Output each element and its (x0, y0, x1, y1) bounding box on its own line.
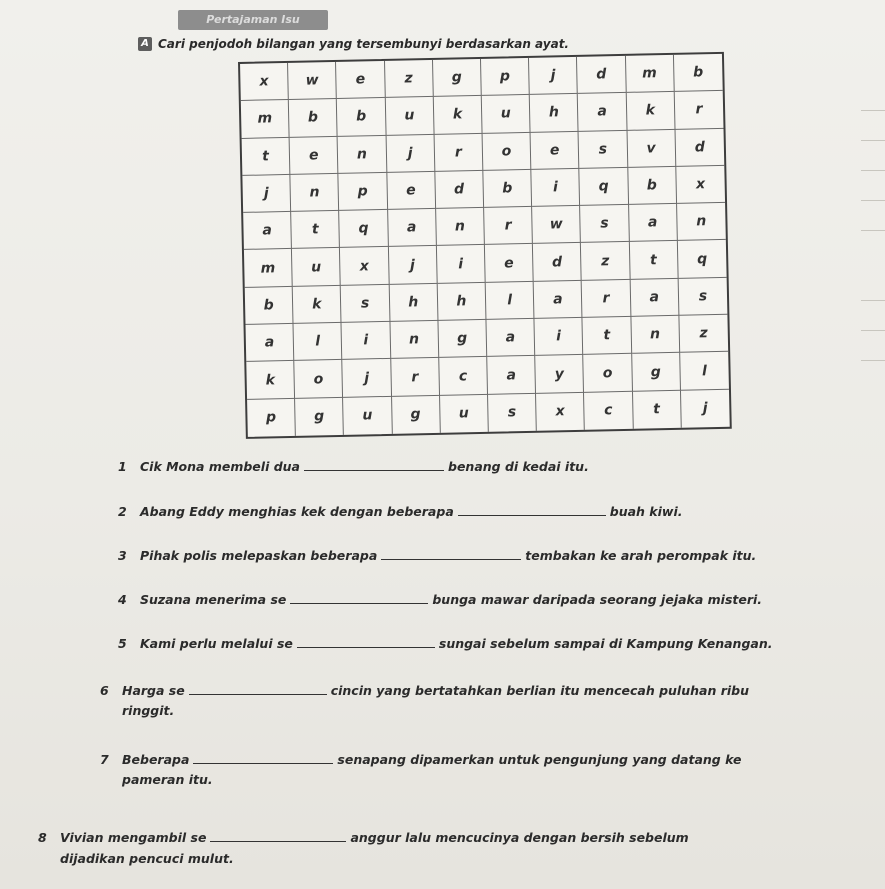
grid-cell[interactable]: q (340, 210, 389, 248)
answer-blank-1[interactable] (304, 459, 444, 471)
grid-cell[interactable]: u (343, 397, 392, 435)
grid-cell[interactable]: j (242, 175, 291, 213)
word-search-grid (238, 52, 732, 439)
grid-cell[interactable]: s (580, 205, 629, 243)
question-6-continuation: ringgit. (122, 703, 175, 718)
grid-cell[interactable]: o (294, 360, 343, 398)
grid-cell[interactable]: g (632, 353, 681, 391)
grid-cell[interactable]: a (630, 279, 679, 317)
grid-cell[interactable]: x (536, 393, 585, 431)
grid-cell[interactable]: b (245, 287, 294, 325)
grid-cell[interactable]: u (385, 97, 434, 135)
instruction-text: Cari penjodoh bilangan yang tersembunyi berdasarkan ayat. (158, 37, 569, 51)
grid-cell[interactable]: n (390, 321, 439, 359)
answer-blank-5[interactable] (297, 636, 435, 648)
grid-cell[interactable]: s (579, 130, 628, 168)
grid-cell[interactable]: q (678, 240, 727, 278)
question-8-continuation: dijadikan pencuci mulut. (60, 851, 234, 866)
grid-cell[interactable]: l (680, 352, 729, 390)
grid-cell[interactable]: h (437, 283, 486, 321)
grid-cell[interactable]: p (339, 173, 388, 211)
grid-cell[interactable]: e (387, 172, 436, 210)
notebook-edge (855, 0, 885, 889)
grid-cell[interactable]: m (626, 55, 675, 93)
grid-cell[interactable]: d (533, 243, 582, 281)
grid-cell[interactable]: b (483, 170, 532, 208)
grid-cell[interactable]: j (386, 134, 435, 172)
grid-cell[interactable]: j (702, 400, 708, 417)
grid-cell[interactable]: r (391, 358, 440, 396)
grid-cell[interactable]: n (291, 174, 340, 212)
grid-cell[interactable]: j (343, 359, 392, 397)
grid-cell[interactable]: r (434, 133, 483, 171)
grid-cell[interactable]: z (679, 315, 728, 353)
grid-cell[interactable]: z (385, 60, 434, 98)
question-1: 1 Cik Mona membeli dua benang di kedai itu. (118, 459, 589, 474)
grid-cell[interactable]: w (532, 206, 581, 244)
grid-cell[interactable]: k (626, 92, 675, 130)
grid-cell[interactable]: s (678, 278, 727, 316)
grid-cell[interactable]: v (627, 129, 676, 167)
grid-cell[interactable]: b (337, 98, 386, 136)
grid-cell[interactable]: n (631, 316, 680, 354)
grid-cell[interactable]: y (535, 355, 584, 393)
question-5: 5 Kami perlu melalui se sungai sebelum sampai di Kampung Kenangan. (118, 636, 773, 651)
question-2: 2 Abang Eddy menghias kek dengan beberapa buah kiwi. (118, 504, 683, 519)
grid-cell[interactable]: b (628, 167, 677, 205)
grid-cell[interactable]: g (438, 320, 487, 358)
grid-cell[interactable]: j (529, 57, 578, 95)
grid-cell[interactable]: e (531, 131, 580, 169)
answer-blank-7[interactable] (193, 752, 333, 764)
grid-cell[interactable]: p (481, 58, 530, 96)
question-7: 7 Beberapa senapang dipamerkan untuk pengunjung yang datang ke (100, 752, 742, 767)
answer-blank-4[interactable] (290, 592, 428, 604)
grid-cell[interactable]: n (436, 208, 485, 246)
grid-cell[interactable]: i (535, 318, 584, 356)
question-7-continuation: pameran itu. (122, 772, 213, 787)
grid-cell[interactable]: c (584, 391, 633, 429)
answer-blank-6[interactable] (189, 683, 327, 695)
grid-cell[interactable]: h (389, 284, 438, 322)
grid-cell[interactable]: u (440, 395, 489, 433)
grid-cell[interactable]: u (482, 95, 531, 133)
grid-cell[interactable]: m (244, 249, 293, 287)
grid-cell[interactable]: o (584, 354, 633, 392)
grid-cell[interactable]: d (435, 171, 484, 209)
grid-cell[interactable]: a (246, 324, 295, 362)
grid-cell[interactable]: a (578, 93, 627, 131)
grid-cell[interactable]: r (675, 91, 724, 129)
grid-cell[interactable]: g (433, 59, 482, 97)
grid-cell[interactable]: a (534, 281, 583, 319)
grid-cell[interactable]: n (677, 203, 726, 241)
grid-cell[interactable]: c (439, 357, 488, 395)
grid-cell[interactable]: n (338, 136, 387, 174)
grid-cell[interactable]: t (583, 317, 632, 355)
instruction (138, 37, 569, 51)
grid-cell[interactable]: x (240, 63, 289, 101)
grid-cell[interactable]: x (676, 166, 725, 204)
grid-cell[interactable]: w (288, 62, 337, 100)
grid-cell[interactable]: a (486, 319, 535, 357)
grid-cell[interactable]: b (674, 54, 723, 92)
grid-cell[interactable]: p (247, 399, 296, 437)
grid-cell[interactable]: a (629, 204, 678, 242)
grid-cell[interactable]: h (530, 94, 579, 132)
grid-cell[interactable]: g (392, 396, 441, 434)
grid-cell[interactable]: t (242, 138, 291, 176)
grid-cell[interactable]: t (633, 390, 682, 428)
section-tag: Pertajaman Isu (178, 10, 328, 30)
grid-cell[interactable]: d (577, 56, 626, 94)
grid-cell[interactable]: k (246, 361, 295, 399)
grid-cell[interactable]: j (389, 246, 438, 284)
section-marker: A (138, 37, 152, 51)
grid-cell[interactable]: r (484, 207, 533, 245)
grid-cell[interactable]: s (488, 394, 537, 432)
grid-cell[interactable]: k (434, 96, 483, 134)
answer-blank-2[interactable] (458, 504, 606, 516)
grid-cell[interactable]: q (580, 168, 629, 206)
question-6: 6 Harga se cincin yang bertatahkan berlian itu mencecah puluhan ribu (100, 683, 749, 698)
grid-cell[interactable]: a (388, 209, 437, 247)
grid-cell[interactable]: u (292, 248, 341, 286)
grid-cell[interactable]: t (629, 241, 678, 279)
question-4: 4 Suzana menerima se bunga mawar daripada seorang jejaka misteri. (118, 592, 763, 607)
answer-blank-8[interactable] (210, 830, 346, 842)
grid-cell[interactable]: t (291, 211, 340, 249)
grid-cell[interactable]: m (241, 100, 290, 138)
grid-cell[interactable]: o (483, 132, 532, 170)
question-3: 3 Pihak polis melepaskan beberapa tembakan ke arah perompak itu. (118, 548, 757, 563)
grid-cell[interactable]: i (532, 169, 581, 207)
grid-cell[interactable]: e (336, 61, 385, 99)
grid-cell[interactable]: l (294, 323, 343, 361)
grid-cell[interactable]: a (487, 356, 536, 394)
grid-cell[interactable]: e (290, 137, 339, 175)
grid-cell[interactable]: i (437, 245, 486, 283)
grid-cell[interactable]: b (289, 99, 338, 137)
grid-cell[interactable]: z (581, 242, 630, 280)
grid-cell[interactable]: e (485, 244, 534, 282)
grid-cell[interactable]: i (342, 322, 391, 360)
grid-cell[interactable]: s (341, 285, 390, 323)
grid-cell[interactable]: x (340, 247, 389, 285)
grid-cell[interactable]: g (295, 398, 344, 436)
grid-cell[interactable]: l (486, 282, 535, 320)
question-8: 8 Vivian mengambil se anggur lalu mencucinya dengan bersih sebelum (38, 830, 689, 845)
grid-cell[interactable]: k (293, 286, 342, 324)
grid-cell[interactable]: r (582, 280, 631, 318)
answer-blank-3[interactable] (381, 548, 521, 560)
grid-cell[interactable]: d (675, 128, 724, 166)
grid-cell[interactable]: a (243, 212, 292, 250)
